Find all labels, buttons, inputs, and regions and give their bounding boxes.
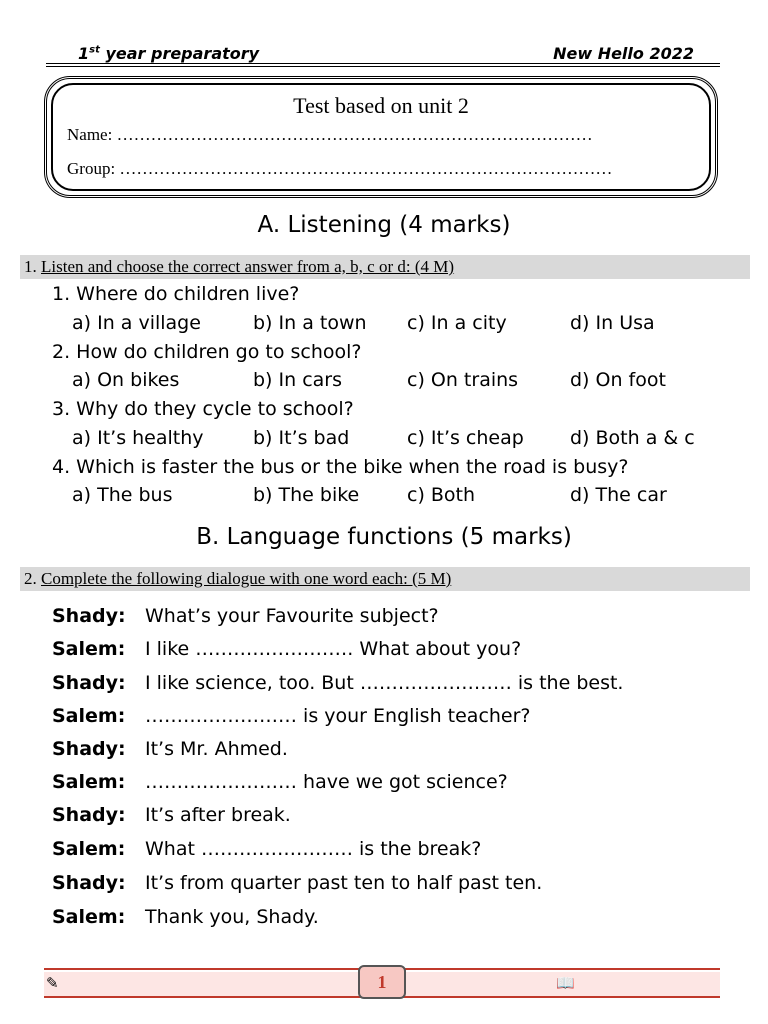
dialogue-speaker: Shady:	[52, 872, 126, 894]
question-1-instruction: Listen and choose the correct answer from a, b, c or d: (4 M)	[41, 257, 455, 276]
dialogue-line: What’s your Favourite subject?	[145, 605, 439, 627]
mcq-3-question: 3. Why do they cycle to school?	[52, 398, 354, 420]
mcq-3-option-b[interactable]: b) It’s bad	[253, 427, 350, 449]
book-icon: 📖	[556, 974, 575, 992]
dialogue-speaker: Salem:	[52, 838, 126, 860]
mcq-3-option-d[interactable]: d) Both a & c	[570, 427, 695, 449]
grade-label: 1st year preparatory	[74, 44, 263, 63]
question-1-bar	[20, 255, 750, 279]
book-label: New Hello 2022	[549, 44, 698, 63]
mcq-2-option-d[interactable]: d) On foot	[570, 369, 666, 391]
dialogue-speaker: Shady:	[52, 605, 126, 627]
mcq-1-question: 1. Where do children live?	[52, 283, 300, 305]
mcq-2-option-a[interactable]: a) On bikes	[72, 369, 180, 391]
dialogue-speaker: Salem:	[52, 705, 126, 727]
section-a-title: A. Listening (4 marks)	[257, 212, 511, 238]
pencil-icon: ✎	[46, 974, 59, 992]
dialogue-line-blank[interactable]: I like ……………………. What about you?	[145, 638, 522, 660]
test-title: Test based on unit 2	[293, 93, 469, 118]
dialogue-line-blank[interactable]: I like science, too. But …………………… is the best.	[145, 672, 624, 694]
question-2-number: 2.	[24, 569, 37, 588]
mcq-3-option-c[interactable]: c) It’s cheap	[407, 427, 524, 449]
dialogue-line: It’s Mr. Ahmed.	[145, 738, 288, 760]
header-rule	[46, 63, 720, 64]
dialogue-speaker: Shady:	[52, 804, 126, 826]
dialogue-line: It’s from quarter past ten to half past ten.	[145, 872, 543, 894]
mcq-3-option-a[interactable]: a) It’s healthy	[72, 427, 204, 449]
mcq-2-option-c[interactable]: c) On trains	[407, 369, 519, 391]
section-b-title: B. Language functions (5 marks)	[196, 524, 572, 550]
mcq-2-question: 2. How do children go to school?	[52, 341, 362, 363]
name-field[interactable]: Name: …………………………………………………………………………	[67, 125, 593, 144]
test-info-box	[44, 76, 718, 198]
question-1-number: 1.	[24, 257, 37, 276]
mcq-2-option-b[interactable]: b) In cars	[253, 369, 342, 391]
mcq-1-option-d[interactable]: d) In Usa	[570, 312, 655, 334]
dialogue-speaker: Salem:	[52, 906, 126, 928]
page-number: 1	[358, 965, 406, 999]
dialogue-line: Thank you, Shady.	[145, 906, 319, 928]
group-field[interactable]: Group: ……………………………………………………………………………	[67, 159, 613, 178]
question-2-instruction: Complete the following dialogue with one word each: (5 M)	[41, 569, 452, 588]
dialogue-line-blank[interactable]: …………………… have we got science?	[145, 771, 508, 793]
dialogue-line-blank[interactable]: What …………………… is the break?	[145, 838, 482, 860]
mcq-1-option-b[interactable]: b) In a town	[253, 312, 367, 334]
mcq-1-option-c[interactable]: c) In a city	[407, 312, 507, 334]
mcq-4-option-d[interactable]: d) The car	[570, 484, 667, 506]
mcq-4-question: 4. Which is faster the bus or the bike when the road is busy?	[52, 456, 629, 478]
question-2-bar	[20, 567, 750, 591]
header-bar	[46, 44, 720, 66]
header-rule-lower	[46, 66, 720, 67]
dialogue-speaker: Salem:	[52, 638, 126, 660]
mcq-4-option-b[interactable]: b) The bike	[253, 484, 360, 506]
mcq-1-option-a[interactable]: a) In a village	[72, 312, 201, 334]
dialogue-speaker: Shady:	[52, 672, 126, 694]
dialogue-line: It’s after break.	[145, 804, 291, 826]
mcq-4-option-c[interactable]: c) Both	[407, 484, 476, 506]
mcq-4-option-a[interactable]: a) The bus	[72, 484, 173, 506]
dialogue-speaker: Shady:	[52, 738, 126, 760]
dialogue-speaker: Salem:	[52, 771, 126, 793]
dialogue-line-blank[interactable]: …………………… is your English teacher?	[145, 705, 531, 727]
